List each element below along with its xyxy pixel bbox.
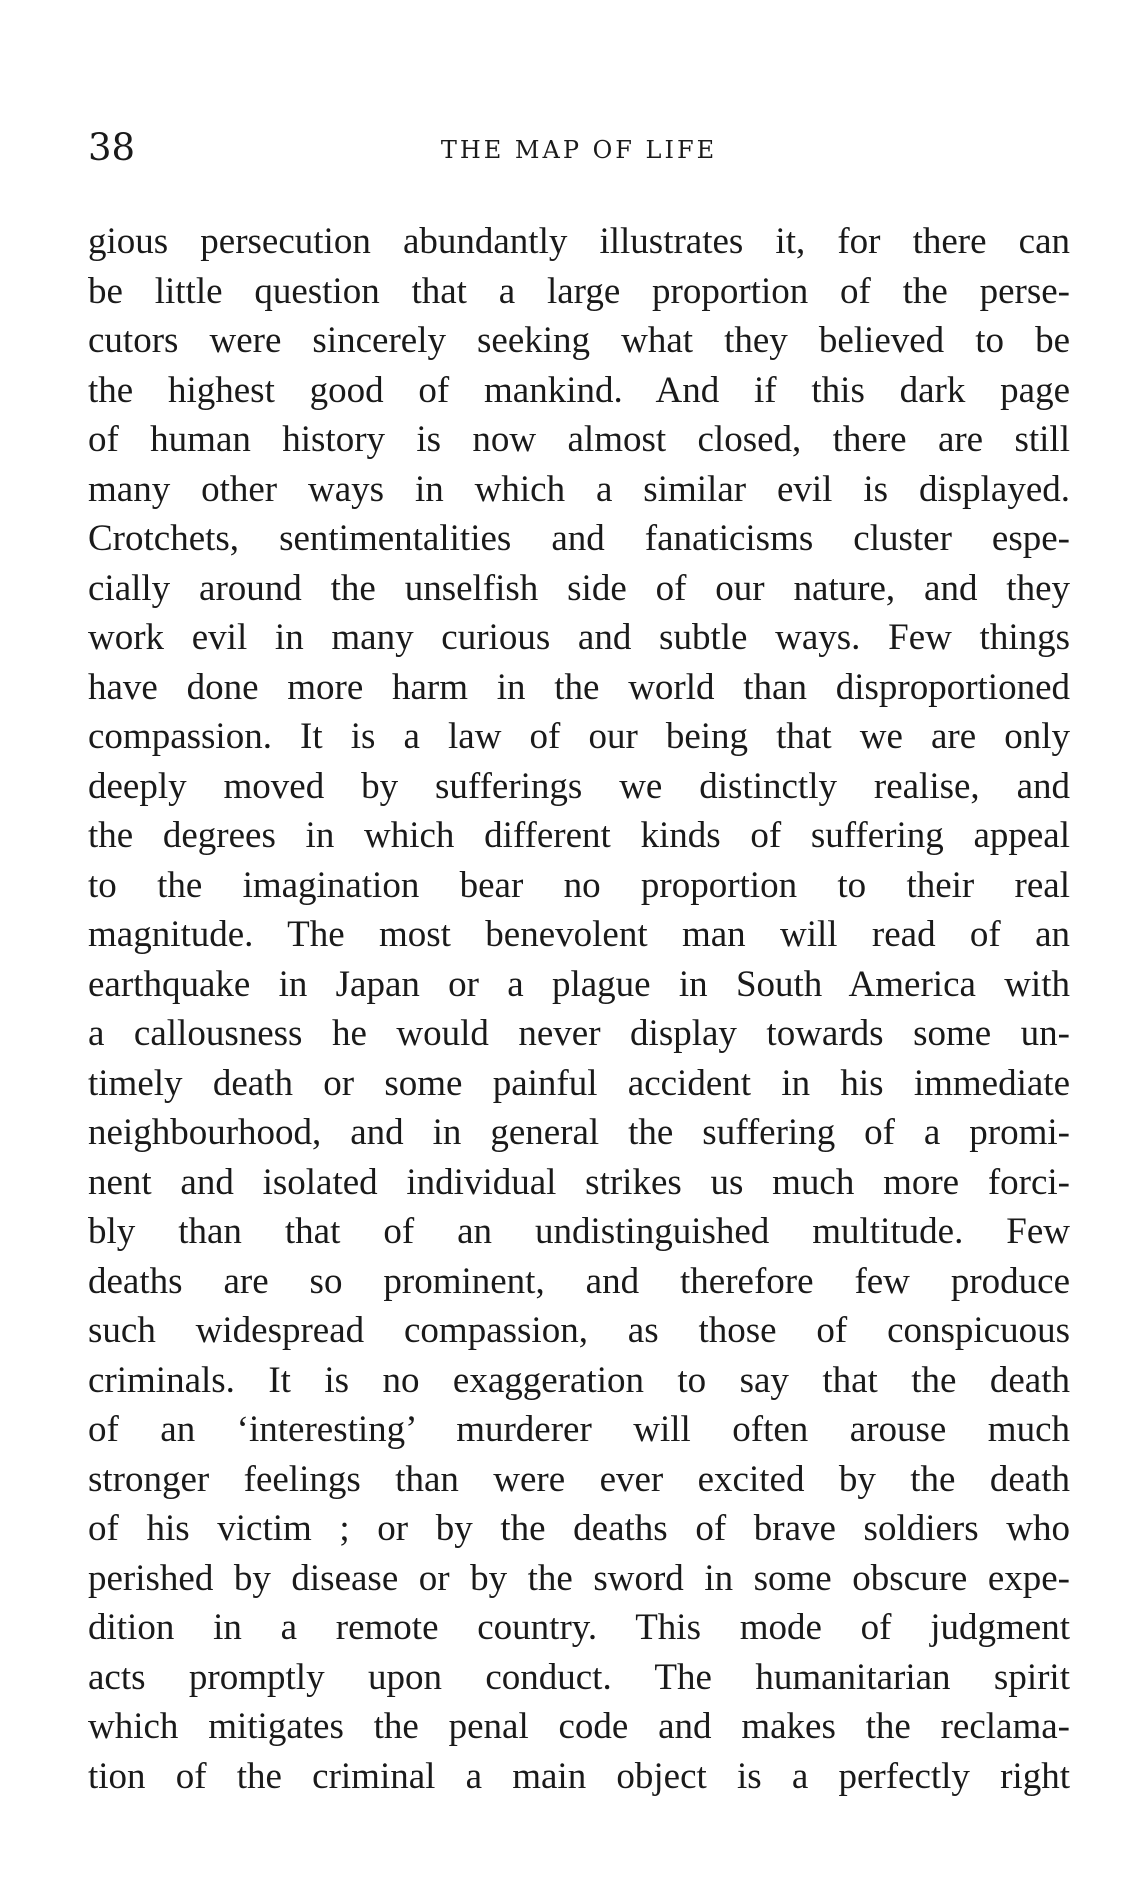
text-line: perished by disease or by the sword in some obscure expe- xyxy=(88,1557,1070,1599)
text-line: of his victim ; or by the deaths of brave soldiers who xyxy=(88,1508,1070,1549)
text-line: Crotchets, sentimentalities and fanaticisms cluster espe- xyxy=(88,518,1070,559)
text-line: dition in a remote country. This mode of judgment xyxy=(88,1607,1070,1648)
text-line: earthquake in Japan or a plague in South America with xyxy=(88,963,1070,1005)
running-head xyxy=(88,128,1070,168)
running-title: THE MAP OF LIFE xyxy=(440,136,718,164)
text-line: timely death or some painful accident in his immediate xyxy=(88,1062,1070,1104)
text-line: criminals. It is no exaggeration to say that the death xyxy=(88,1359,1070,1401)
text-line: of human history is now almost closed, there are still xyxy=(88,419,1070,460)
text-line: tion of the criminal a main object is a perfectly right xyxy=(88,1755,1070,1797)
text-line: have done more harm in the world than disproportioned xyxy=(88,666,1070,708)
text-line: which mitigates the penal code and makes the reclama- xyxy=(88,1706,1070,1747)
text-line: be little question that a large proportion of the perse- xyxy=(88,270,1070,312)
text-line: bly than that of an undistinguished multitude. Few xyxy=(88,1211,1070,1252)
text-line: magnitude. The most benevolent man will read of an xyxy=(88,914,1070,955)
body-text xyxy=(88,217,1070,1801)
page-number: 38 xyxy=(88,126,136,169)
text-line: nent and isolated individual strikes us much more forci- xyxy=(88,1161,1070,1203)
text-line: compassion. It is a law of our being that we are only xyxy=(88,716,1070,757)
text-line: cially around the unselfish side of our nature, and they xyxy=(88,567,1070,609)
text-line: stronger feelings than were ever excited by the death xyxy=(88,1458,1070,1500)
text-line: gious persecution abundantly illustrates it, for there can xyxy=(88,221,1070,262)
text-line: the degrees in which different kinds of suffering appeal xyxy=(88,815,1070,856)
text-line: acts promptly upon conduct. The humanitarian spirit xyxy=(88,1656,1070,1698)
text-line: of an ‘interesting’ murderer will often arouse much xyxy=(88,1409,1070,1450)
text-line: many other ways in which a similar evil is displayed. xyxy=(88,468,1070,510)
text-line: to the imagination bear no proportion to their real xyxy=(88,864,1070,906)
text-line: cutors were sincerely seeking what they believed to be xyxy=(88,320,1070,361)
text-line: deeply moved by sufferings we distinctly realise, and xyxy=(88,765,1070,807)
text-line: work evil in many curious and subtle ways. Few things xyxy=(88,617,1070,658)
text-line: neighbourhood, and in general the suffering of a promi- xyxy=(88,1112,1070,1153)
text-line: the highest good of mankind. And if this dark page xyxy=(88,369,1070,411)
text-line: such widespread compassion, as those of conspicuous xyxy=(88,1310,1070,1351)
text-line: a callousness he would never display towards some un- xyxy=(88,1013,1070,1054)
text-line: deaths are so prominent, and therefore few produce xyxy=(88,1260,1070,1302)
